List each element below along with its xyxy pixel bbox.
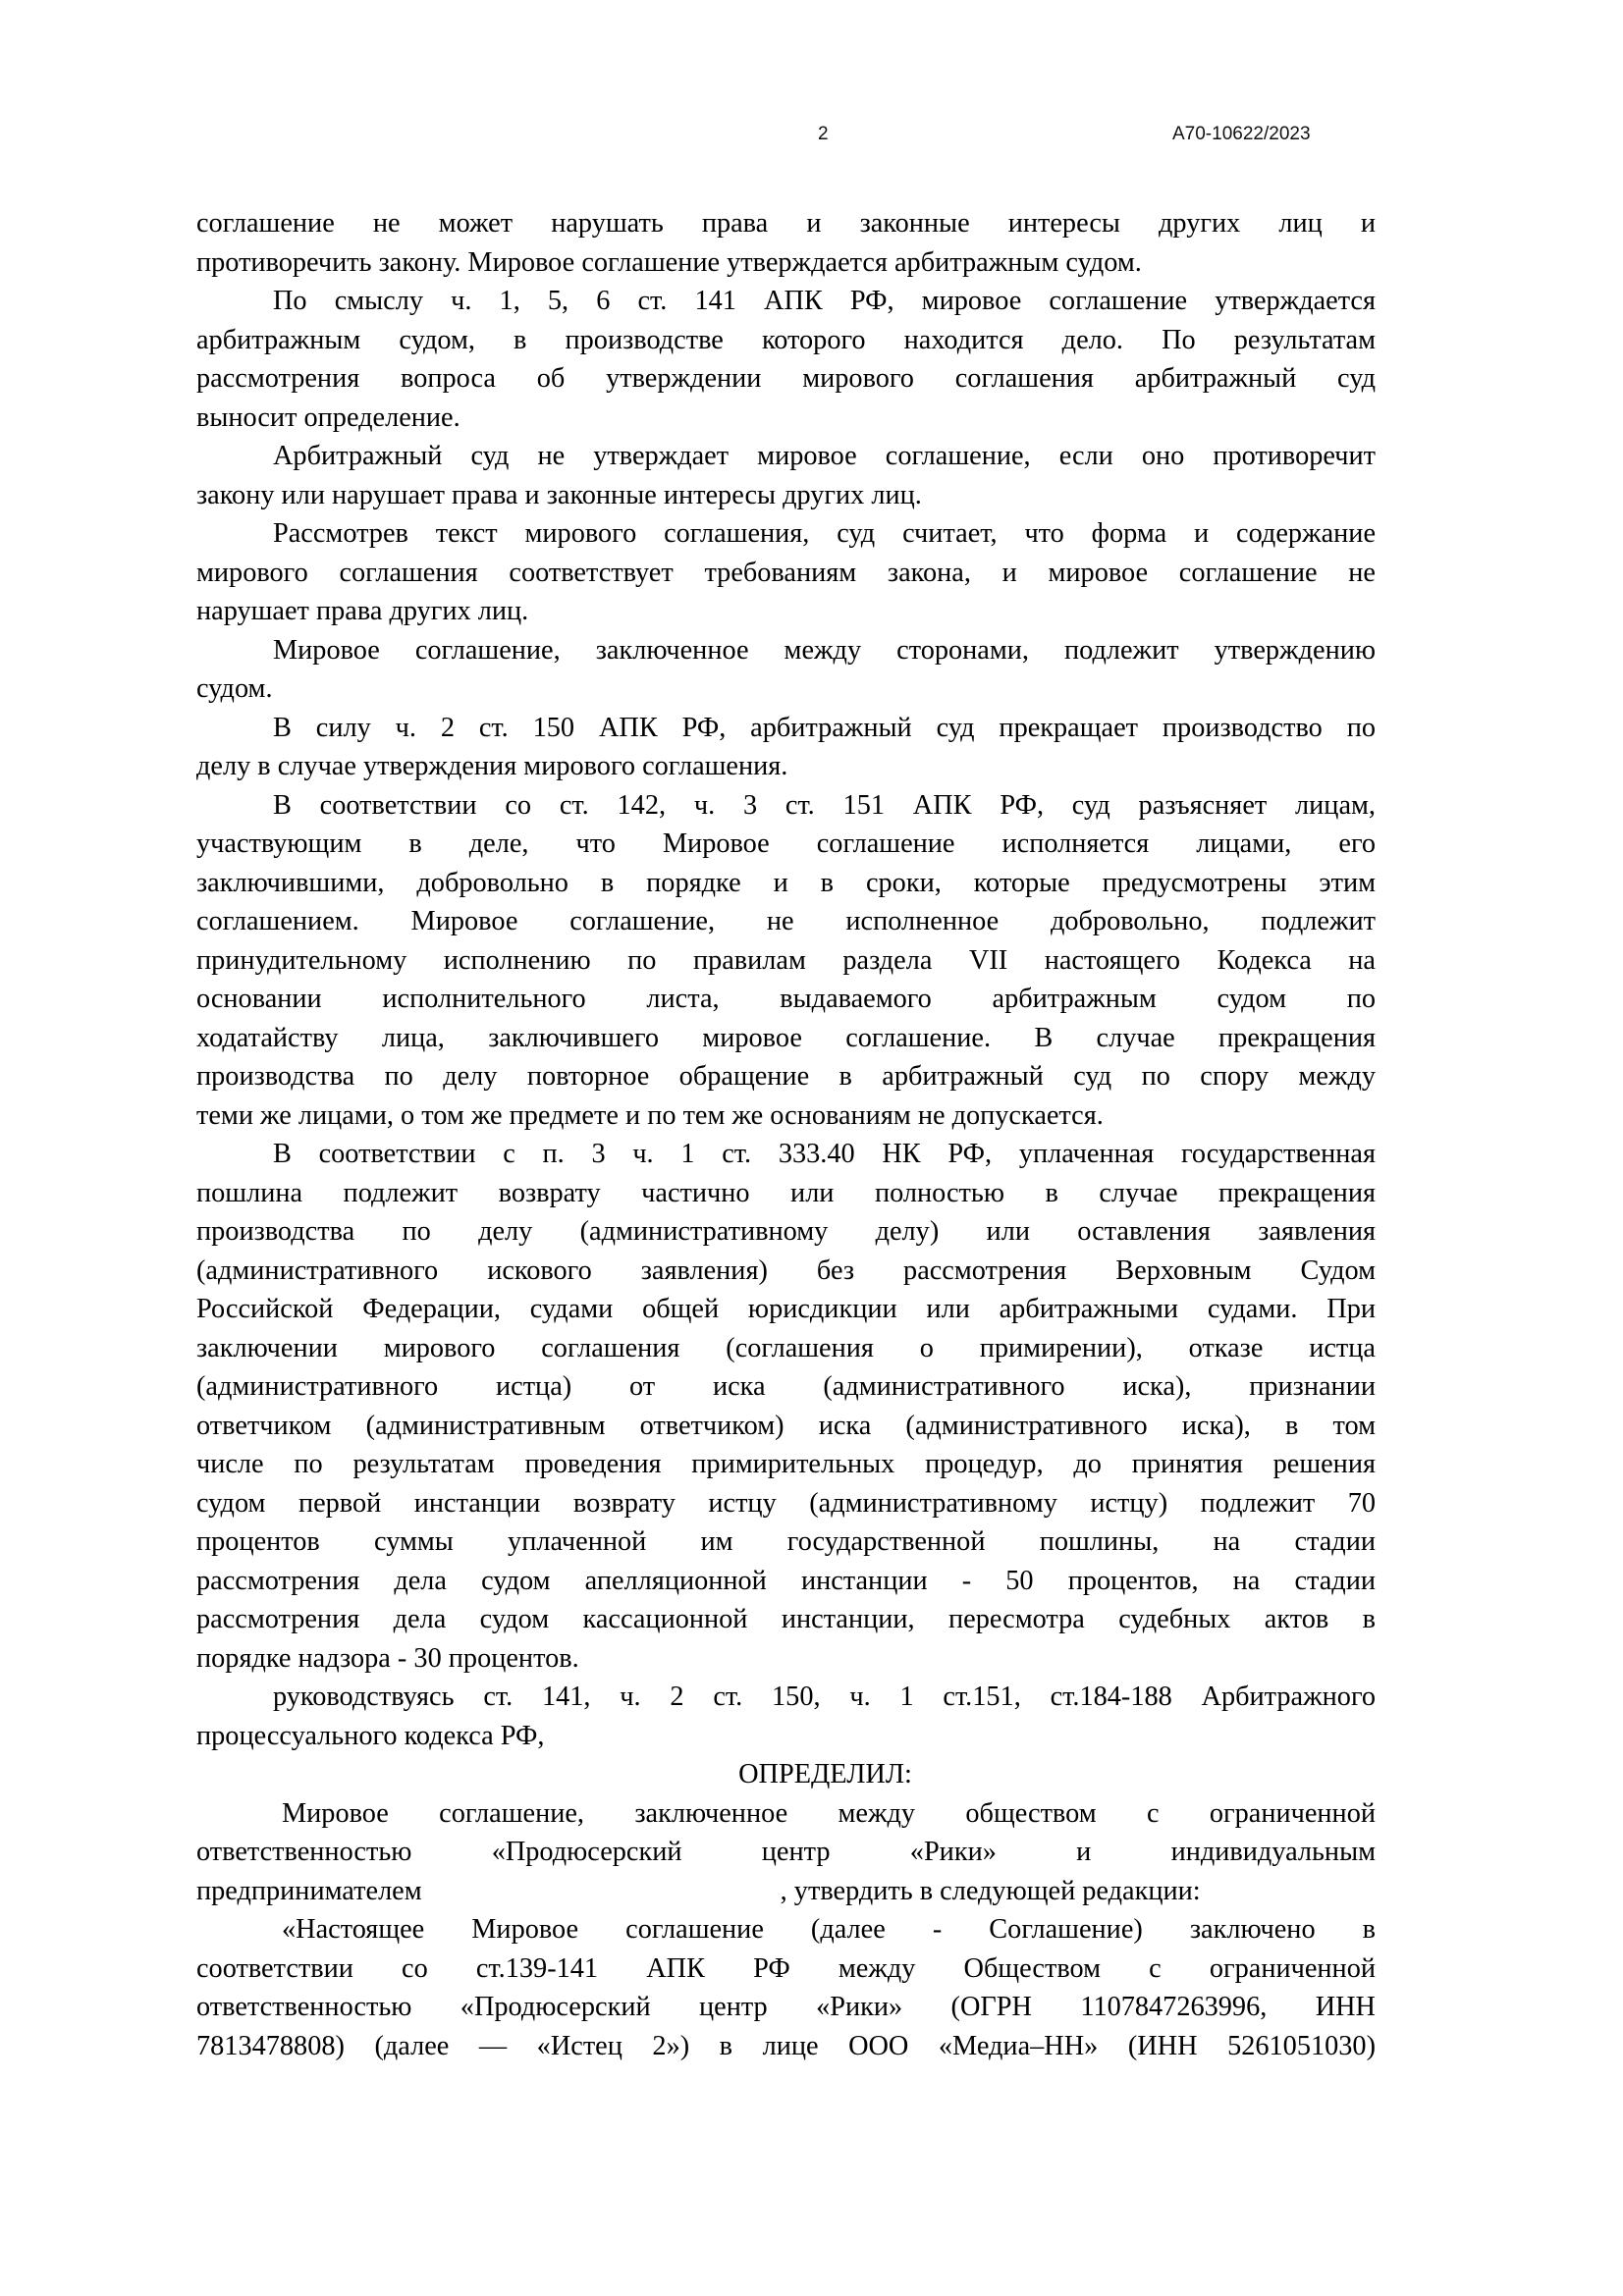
paragraph [196, 1794, 1376, 1911]
text-line: судом первой инстанции возврату истцу (административному истцу) подлежит 70 [196, 1487, 1376, 1519]
text-line: производства по делу (административному делу) или оставления заявления [196, 1216, 1376, 1247]
text-line: теми же лицами, о том же предмете и по тем же основаниям не допускается. [196, 1099, 1104, 1131]
text-line: делу в случае утверждения мирового соглашения. [196, 751, 788, 781]
text-line: соглашением. Мировое соглашение, не исполненное добровольно, подлежит [196, 906, 1376, 936]
text-line: (административного искового заявления) без рассмотрения Верховным Судом [196, 1255, 1376, 1286]
text-line: участвующим в деле, что Мировое соглашение исполняется лицами, его [196, 828, 1376, 859]
text-line: заключившими, добровольно в порядке и в сроки, которые предусмотрены этим [196, 867, 1376, 898]
line-text-after-gap: , утвердить в следующей редакции: [780, 1875, 1201, 1906]
text-line: заключении мирового соглашения (соглашения о примирении), отказе истца [196, 1332, 1376, 1363]
text-line: 7813478808) (далее — «Истец 2») в лице ООО «Медиа–НН» (ИНН 5261051030) [196, 2030, 1376, 2061]
text-line: основании исполнительного листа, выдаваемого арбитражным судом по [196, 984, 1376, 1014]
text-line: Российской Федерации, судами общей юрисдикции или арбитражными судами. При [196, 1294, 1376, 1324]
text-line: ОПРЕДЕЛИЛ: [738, 1759, 912, 1789]
page-number: 2 [818, 124, 829, 144]
line-text: предпринимателем [196, 1875, 422, 1906]
text-line [196, 1872, 1376, 1911]
text-line: принудительному исполнению по правилам раздела VII настоящего Кодекса на [196, 944, 1376, 976]
text-line: ходатайству лица, заключившего мировое соглашение. В случае прекращения [196, 1022, 1376, 1053]
text-line: Мировое соглашение, заключенное между обществом с ограниченной [282, 1797, 1376, 1829]
text-line: В соответствии со ст. 142, ч. 3 ст. 151 АПК РФ, суд разъясняет лицам, [273, 789, 1376, 821]
text-line: процентов суммы уплаченной им государственной пошлины, на стадии [196, 1526, 1376, 1557]
paragraph [196, 437, 1376, 514]
text-line: рассмотрения дела судом апелляционной инстанции - 50 процентов, на стадии [196, 1565, 1376, 1596]
text-line: нарушает права других лиц. [196, 596, 529, 626]
text-line: закону или нарушает права и законные интересы других лиц. [196, 479, 922, 510]
text-line: Рассмотрев текст мирового соглашения, суд считает, что форма и содержание [273, 518, 1376, 549]
text-line: ответственностью «Продюсерский центр «Рики» (ОГРН 1107847263996, ИНН [196, 1992, 1376, 2022]
text-line: «Настоящее Мировое соглашение (далее - Соглашение) заключено в [282, 1914, 1376, 1945]
case-number: А70-10622/2023 [1172, 124, 1311, 144]
text-line: пошлина подлежит возврату частично или полностью в случае прекращения [196, 1177, 1376, 1208]
text-line: процессуального кодекса РФ, [196, 1720, 545, 1751]
text-line: арбитражным судом, в производстве которого находится дело. По результатам [196, 324, 1376, 355]
text-line: (административного истца) от иска (административного иска), признании [196, 1371, 1376, 1402]
paragraph [196, 204, 1376, 282]
paragraph [196, 282, 1376, 437]
text-line: рассмотрения дела судом кассационной инстанции, пересмотра судебных актов в [196, 1604, 1376, 1634]
text-line: выносит определение. [196, 401, 460, 433]
text-line: Мировое соглашение, заключенное между сторонами, подлежит утверждению [273, 634, 1376, 666]
text-line: производства по делу повторное обращение в арбитражный суд по спору между [196, 1061, 1376, 1092]
text-line: ответчиком (административным ответчиком) иска (административного иска), в том [196, 1410, 1376, 1441]
paragraph [196, 514, 1376, 631]
paragraph [196, 1678, 1376, 1755]
text-line: В силу ч. 2 ст. 150 АПК РФ, арбитражный суд прекращает производство по [273, 712, 1376, 743]
text-line: ответственностью «Продюсерский центр «Рики» и индивидуальным [196, 1837, 1376, 1867]
paragraph [196, 631, 1376, 709]
text-line: По смыслу ч. 1, 5, 6 ст. 141 АПК РФ, мировое соглашение утверждается [273, 286, 1376, 316]
paragraph [196, 1910, 1376, 2065]
paragraph [196, 786, 1376, 1136]
text-line: руководствуясь ст. 141, ч. 2 ст. 150, ч. 1 ст.151, ст.184-188 Арбитражного [273, 1682, 1376, 1712]
text-line: соответствии со ст.139-141 АПК РФ между Обществом с ограниченной [196, 1952, 1376, 1984]
text-line: порядке надзора - 30 процентов. [196, 1642, 579, 1674]
text-line: числе по результатам проведения примирительных процедур, до принятия решения [196, 1449, 1376, 1479]
paragraph [196, 709, 1376, 786]
text-line: противоречить закону. Мировое соглашение утверждается арбитражным судом. [196, 246, 1142, 278]
section-heading [196, 1755, 1376, 1794]
text-line: В соответствии с п. 3 ч. 1 ст. 333.40 НК РФ, уплаченная государственная [273, 1139, 1376, 1169]
text-line: Арбитражный суд не утверждает мировое соглашение, если оно противоречит [273, 441, 1376, 471]
document-body [196, 204, 1376, 2065]
text-line: рассмотрения вопроса об утверждении мирового соглашения арбитражный суд [196, 363, 1376, 394]
text-line: соглашение не может нарушать права и законные интересы других лиц и [196, 208, 1376, 239]
text-line: судом. [196, 673, 273, 704]
text-line: мирового соглашения соответствует требованиям закона, и мировое соглашение не [196, 557, 1376, 588]
paragraph [196, 1135, 1376, 1678]
